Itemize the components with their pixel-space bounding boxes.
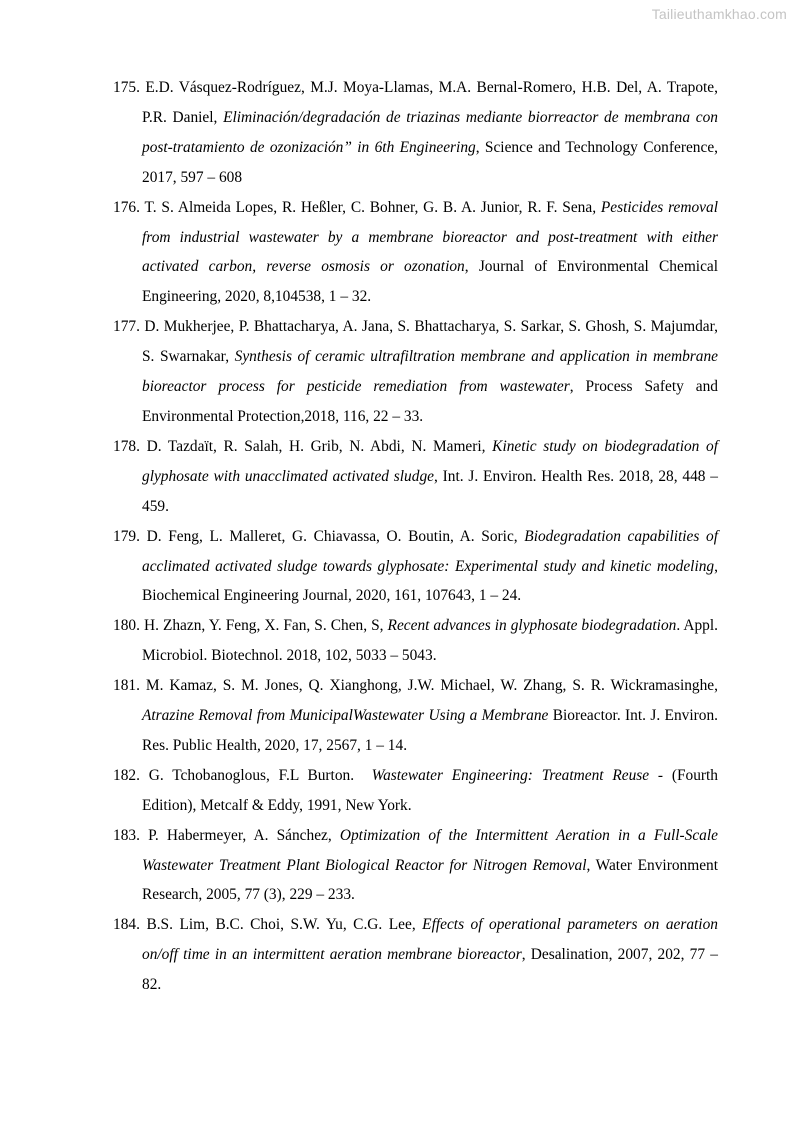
reference-details: Bioreactor. Int. J. Environ. Res. Public Health, 2020, 17, 2567, 1 – 14. [142,707,718,754]
reference-item [113,73,718,193]
reference-list [113,73,718,1000]
reference-item [113,671,718,761]
reference-item [113,432,718,522]
reference-authors: H. Zhazn, Y. Feng, X. Fan, S. Chen, S, [143,617,384,635]
reference-number: 183. [113,826,140,844]
reference-title: Biodegradation capabilities of acclimated activated sludge towards glyphosate: Experimental study and kinetic modeling [142,527,718,575]
reference-authors: B.S. Lim, B.C. Choi, S.W. Yu, C.G. Lee, [146,916,416,934]
reference-authors: D. Mukherjee, P. Bhattacharya, A. Jana, S. Bhattacharya, S. Sarkar, S. Ghosh, S. Majumdar, S. Swarnakar, [142,318,718,366]
reference-title: , Pesticides removal from industrial wastewater by a membrane bioreactor and post-treatment with either activated carbon, reverse osmosis or ozonation [142,198,718,276]
reference-authors: D. Feng, L. Malleret, G. Chiavassa, O. Boutin, A. Soric, [146,527,518,545]
reference-authors: M. Kamaz, S. M. Jones, Q. Xianghong, J.W. Michael, W. Zhang, S. R. Wickramasinghe, [145,677,718,695]
reference-item [113,821,718,911]
reference-authors: D. Tazdaït, R. Salah, H. Grib, N. Abdi, N. Mameri [146,437,482,455]
watermark: Tailieuthamkhao.com [651,6,787,22]
reference-details: . Appl. Microbiol. Biotechnol. 2018, 102, 5033 – 5043. [142,617,718,665]
reference-title: Atrazine Removal from MunicipalWastewater Using a Membrane [142,707,549,725]
reference-number: 177. [113,318,140,336]
reference-title: Optimization of the Intermittent Aeration in a Full-Scale Wastewater Treatment Plant Biological Reactor for Nitrogen Removal [142,826,718,874]
reference-item [113,761,718,821]
reference-details: , Process Safety and Environmental Protection,2018, 116, 22 – 33. [142,378,718,425]
reference-title: Synthesis of ceramic ultrafiltration membrane and application in membrane bioreactor process for pesticide remediation from wastewater [142,348,718,396]
reference-authors: P. Habermeyer, A. Sánchez, [148,826,332,844]
reference-title: , Kinetic study on biodegradation of glyphosate with unacclimated activated sludge [142,437,718,485]
reference-item [113,611,718,671]
reference-number: 178. [113,437,140,455]
reference-authors: T. S. Almeida Lopes, R. Heßler, C. Bohner, G. B. A. Junior, R. F. Sena [144,198,593,216]
reference-authors: G. Tchobanoglous, F.L Burton. [148,766,355,784]
reference-authors: E.D. Vásquez-Rodríguez, M.J. Moya-Llamas, M.A. Bernal-Romero, H.B. Del, A. Trapote, P.R. Daniel, [142,79,718,126]
reference-number: 179. [113,527,140,545]
reference-number: 181. [113,677,140,695]
reference-number: 180. [113,617,140,635]
reference-details: , Water Environment Research, 2005, 77 (3), 229 – 233. [142,856,718,904]
reference-title: Wastewater Engineering: Treatment Reuse [371,766,650,784]
reference-details: - (Fourth Edition), Metcalf & Eddy, 1991, New York. [142,766,718,814]
reference-item [113,193,718,313]
reference-details: , Biochemical Engineering Journal, 2020, 161, 107643, 1 – 24. [142,557,718,605]
reference-item [113,522,718,612]
reference-number: 182. [113,766,140,784]
reference-number: 176. [113,198,140,216]
reference-details: , Desalination, 2007, 202, 77 – 82. [142,946,718,994]
reference-title: Effects of operational parameters on aeration on/off time in an intermittent aeration membrane bioreactor [142,916,718,964]
reference-item [113,910,718,1000]
reference-title: Recent advances in glyphosate biodegradation [387,617,677,635]
reference-details: , Science and Technology Conference, 2017, 597 – 608 [142,138,718,186]
reference-item [113,312,718,432]
reference-number: 184. [113,916,140,934]
reference-details: , Int. J. Environ. Health Res. 2018, 28, 448 – 459. [142,467,718,515]
reference-details: , Journal of Environmental Chemical Engineering, 2020, 8,104538, 1 – 32. [142,258,719,306]
reference-title: Eliminación/degradación de triazinas mediante biorreactor de membrana con post-tratamiento de ozonización” in 6th Engineering [142,108,718,156]
reference-number: 175. [113,79,140,96]
